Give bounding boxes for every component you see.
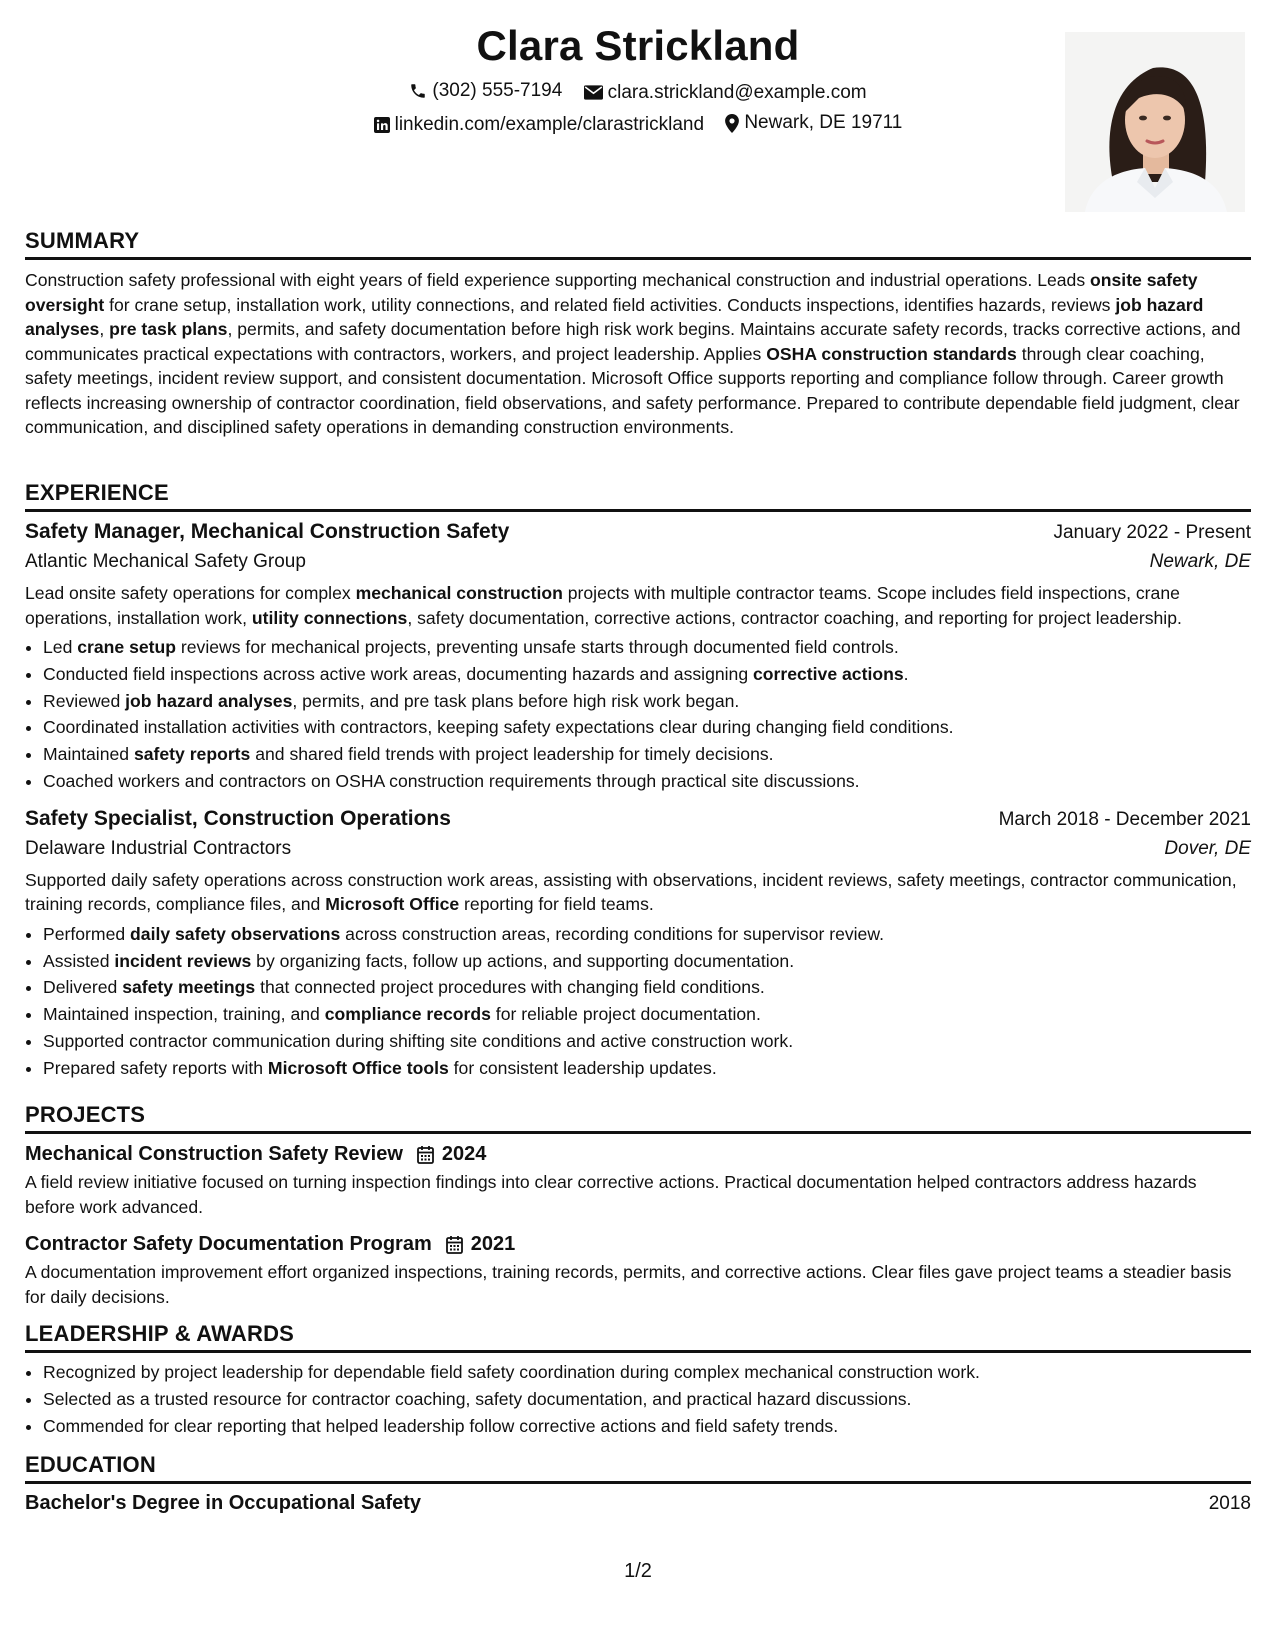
project-year: 2021 bbox=[470, 1233, 516, 1255]
envelope-icon bbox=[584, 85, 603, 100]
job-bullets bbox=[25, 921, 1251, 1082]
bullet-item bbox=[43, 741, 1251, 768]
summary-keyword: pre task plans bbox=[109, 319, 228, 339]
profile-photo bbox=[1065, 32, 1245, 212]
keyword: safety reports bbox=[133, 744, 251, 765]
project-entry bbox=[25, 1143, 1251, 1219]
project-header bbox=[25, 1233, 1251, 1256]
candidate-name: Clara Strickland bbox=[476, 22, 800, 69]
summary-segment: for crane setup, installation work, utility connections, and related field activities. Conducts inspections, identifies hazards, reviews bbox=[104, 294, 1116, 315]
summary-segment: through clear coaching, safety meetings, incident review support, and consistent documentation. Microsoft Office supports reporting and compliance follow through. Career growth reflects increasing ownership of contractor coordination, field observations, and safety performance. Prepared to contribute dependable field judgment, clear communication, and disciplined safety operations in demanding construction environments. bbox=[25, 343, 1240, 437]
section-title-experience: EXPERIENCE bbox=[25, 480, 1251, 512]
bullet-item bbox=[43, 1028, 1251, 1055]
bullet-item bbox=[43, 974, 1251, 1001]
summary-keyword: onsite safety oversight bbox=[25, 270, 1198, 315]
text-segment: that connected project procedures with changing field conditions. bbox=[255, 977, 765, 998]
text-segment: reviews for mechanical projects, preventing unsafe starts through documented field controls. bbox=[176, 637, 899, 657]
bullet-item: • Recognized by project leadership for dependable field safety coordination during complex mechanical construction work. bbox=[43, 1359, 1251, 1386]
job-entry bbox=[25, 807, 1251, 1082]
text-segment: Conducted field inspections across active work areas, documenting hazards and assigning bbox=[43, 663, 754, 684]
text-segment: by organizing facts, follow up actions, and supporting documentation. bbox=[251, 950, 795, 971]
keyword: corrective actions bbox=[753, 663, 904, 684]
projects-section bbox=[25, 1102, 1251, 1309]
text-segment: Assisted bbox=[43, 950, 115, 971]
resume-header bbox=[25, 0, 1251, 215]
bullet-item bbox=[43, 768, 1251, 795]
leadership-section bbox=[25, 1321, 1251, 1439]
linkedin-icon bbox=[374, 117, 390, 133]
text-segment: , safety documentation, corrective actions, contractor coaching, and reporting for project leadership. bbox=[407, 607, 1182, 628]
email-text: clara.strickland@example.com bbox=[607, 81, 867, 103]
bullet-item bbox=[43, 688, 1251, 715]
bullet-item bbox=[43, 661, 1251, 688]
text-segment: projects with multiple contractor teams. Scope includes field inspections, crane operations, installation work, bbox=[25, 583, 1180, 628]
job-description bbox=[25, 868, 1251, 917]
project-entry bbox=[25, 1233, 1251, 1309]
keyword: crane setup bbox=[77, 637, 177, 657]
leadership-bullets bbox=[25, 1359, 1251, 1439]
text-segment: Supported contractor communication during shifting site conditions and active construction work. bbox=[43, 1030, 794, 1051]
job-dates: January 2022 - Present bbox=[1053, 522, 1251, 543]
job-title: Safety Specialist, Construction Operations bbox=[25, 806, 451, 830]
job-bullets bbox=[25, 634, 1251, 795]
keyword: utility connections bbox=[251, 607, 408, 628]
bullet-item: • Commended for clear reporting that helped leadership follow corrective actions and field safety trends. bbox=[43, 1413, 1251, 1440]
job-dates: March 2018 - December 2021 bbox=[998, 808, 1251, 830]
project-name: Contractor Safety Documentation Program bbox=[25, 1233, 432, 1255]
project-description: A field review initiative focused on turning inspection findings into clear corrective actions. Practical documentation helped contractors address hazards before work advanced. bbox=[25, 1172, 1197, 1217]
keyword: daily safety observations bbox=[130, 923, 341, 944]
resume-page bbox=[25, 0, 1251, 1650]
location-text: Newark, DE 19711 bbox=[744, 112, 903, 133]
text-segment: Prepared safety reports with bbox=[43, 1057, 268, 1078]
keyword: safety meetings bbox=[122, 977, 256, 998]
section-title-projects: PROJECTS bbox=[25, 1102, 1251, 1134]
keyword: mechanical construction bbox=[355, 583, 563, 603]
linkedin-text: linkedin.com/example/clarastrickland bbox=[394, 113, 705, 135]
bullet-item bbox=[43, 714, 1251, 741]
summary-keyword: job hazard analyses bbox=[25, 294, 1204, 339]
text-segment: Reviewed bbox=[43, 690, 126, 711]
text-segment: Coached workers and contractors on OSHA construction requirements through practical site discussions. bbox=[43, 770, 860, 791]
bullet-item: • Selected as a trusted resource for contractor coaching, safety documentation, and practical hazard discussions. bbox=[43, 1386, 1251, 1413]
phone-text: (302) 555-7194 bbox=[432, 80, 563, 101]
project-description: A documentation improvement effort organized inspections, training records, permits, and corrective actions. Clear files gave project teams a steadier basis for daily decisions. bbox=[25, 1262, 1232, 1307]
job-entry bbox=[25, 520, 1251, 795]
project-year: 2024 bbox=[441, 1143, 487, 1165]
text-segment: Lead onsite safety operations for complex bbox=[25, 583, 356, 603]
text-segment: Performed bbox=[43, 923, 131, 944]
keyword: compliance records bbox=[324, 1004, 491, 1025]
project-name: Mechanical Construction Safety Review bbox=[25, 1143, 403, 1165]
text-segment: Maintained bbox=[43, 744, 134, 765]
linkedin-contact bbox=[374, 114, 704, 136]
summary-segment: , bbox=[99, 319, 110, 339]
text-segment: , permits, and pre task plans before high risk work began. bbox=[292, 690, 740, 711]
bullet-item bbox=[43, 921, 1251, 948]
summary-text bbox=[25, 268, 1251, 440]
graduation-year: 2018 bbox=[1208, 1493, 1251, 1514]
job-title: Safety Manager, Mechanical Construction Safety bbox=[25, 520, 510, 543]
section-title-summary: SUMMARY bbox=[25, 228, 1251, 260]
job-description bbox=[25, 581, 1251, 630]
phone-contact bbox=[409, 80, 562, 102]
text-segment: across construction areas, recording conditions for supervisor review. bbox=[340, 923, 884, 944]
degree-name: Bachelor's Degree in Occupational Safety bbox=[25, 1492, 421, 1514]
text-segment: Coordinated installation activities with contractors, keeping safety expectations clear during changing field conditions. bbox=[43, 717, 954, 738]
email-contact bbox=[584, 82, 867, 104]
keyword: Microsoft Office tools bbox=[267, 1057, 449, 1078]
location-contact bbox=[725, 112, 902, 134]
section-title-education: EDUCATION bbox=[25, 1452, 1251, 1484]
job-location: Newark, DE bbox=[1149, 551, 1251, 572]
summary-segment: , permits, and safety documentation before high risk work begins. Maintains accurate safety records, tracks corrective actions, and communicates practical expectations with contractors, workers, and project leadership. Applies bbox=[25, 319, 1241, 364]
text-segment: reporting for field teams. bbox=[459, 894, 654, 915]
summary-keyword: OSHA construction standards bbox=[766, 343, 1017, 364]
experience-section bbox=[25, 480, 1251, 1082]
calendar-icon bbox=[446, 1235, 463, 1254]
job-subheader bbox=[25, 551, 1251, 573]
keyword: incident reviews bbox=[114, 950, 252, 971]
summary-section bbox=[25, 228, 1251, 440]
education-section bbox=[25, 1452, 1251, 1515]
job-company: Atlantic Mechanical Safety Group bbox=[25, 551, 306, 572]
text-segment: for reliable project documentation. bbox=[490, 1004, 761, 1025]
bullet-item bbox=[43, 634, 1251, 661]
text-segment: and shared field trends with project leadership for timely decisions. bbox=[250, 744, 774, 765]
bullet-item bbox=[43, 1001, 1251, 1028]
text-segment: . bbox=[903, 663, 909, 684]
project-header bbox=[25, 1143, 1251, 1166]
phone-icon bbox=[409, 82, 427, 100]
text-segment: for consistent leadership updates. bbox=[448, 1057, 717, 1078]
job-header bbox=[25, 807, 1251, 831]
text-segment: Delivered bbox=[43, 977, 123, 998]
calendar-icon bbox=[417, 1145, 434, 1164]
text-segment: Supported daily safety operations across construction work areas, assisting with observations, incident reviews, safety meetings, contractor communication, training records, compliance files, and bbox=[25, 869, 1237, 915]
map-pin-icon bbox=[725, 114, 739, 133]
keyword: Microsoft Office bbox=[325, 894, 460, 915]
text-segment: Led bbox=[43, 637, 78, 657]
education-entry bbox=[25, 1492, 1251, 1515]
job-location: Dover, DE bbox=[1164, 837, 1251, 859]
keyword: job hazard analyses bbox=[125, 690, 293, 711]
job-subheader bbox=[25, 838, 1251, 860]
portrait-image bbox=[1065, 32, 1245, 212]
summary-segment: Construction safety professional with eight years of field experience supporting mechanical construction and industrial operations. Leads bbox=[25, 270, 1091, 290]
job-company: Delaware Industrial Contractors bbox=[25, 837, 292, 859]
page-number: 1/2 bbox=[624, 1560, 652, 1582]
text-segment: Maintained inspection, training, and bbox=[43, 1004, 325, 1025]
section-title-leadership: LEADERSHIP & AWARDS bbox=[25, 1321, 1251, 1353]
job-header bbox=[25, 520, 1251, 544]
bullet-item bbox=[43, 948, 1251, 975]
bullet-item bbox=[43, 1055, 1251, 1082]
